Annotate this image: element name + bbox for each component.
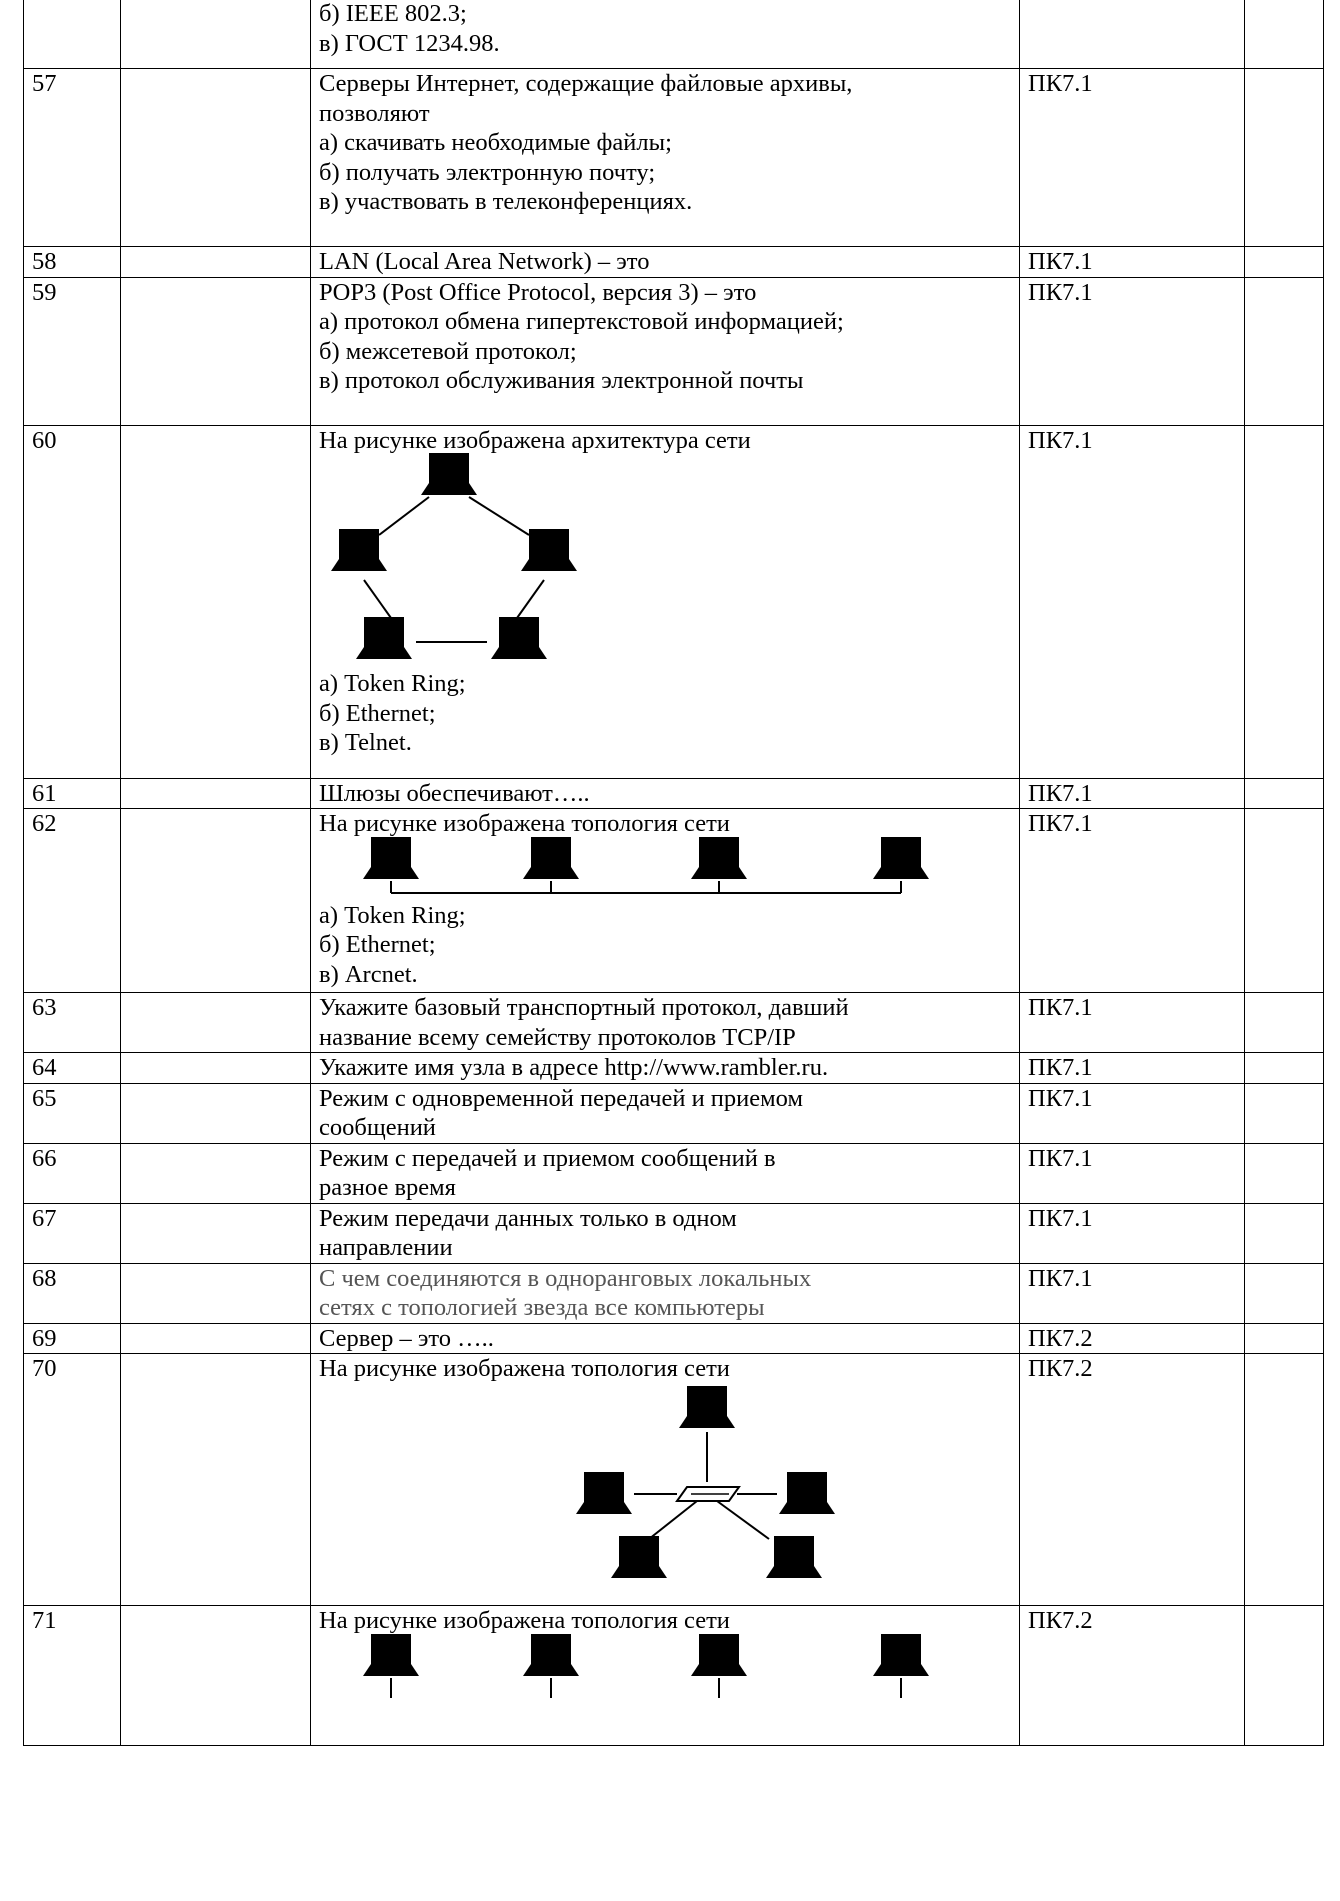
table-row	[24, 1143, 1324, 1203]
empty-cell	[1245, 993, 1324, 1053]
computer-icon	[873, 837, 929, 879]
computer-icon	[421, 453, 477, 495]
empty-cell	[121, 993, 311, 1053]
ring-network-diagram	[319, 455, 619, 669]
question-number	[24, 0, 121, 69]
competency-code: ПК7.1	[1020, 247, 1245, 278]
empty-cell	[121, 277, 311, 425]
question-text: Сервер – это …..	[311, 1323, 1020, 1354]
question-text: Укажите базовый транспортный протокол, давший название всему семейству протоколов TCP/IP	[311, 993, 1020, 1053]
question-text: Шлюзы обеспечивают…..	[311, 778, 1020, 809]
empty-cell	[1245, 1606, 1324, 1746]
question-number: 68	[24, 1263, 121, 1323]
computer-icon	[521, 529, 577, 571]
computer-icon	[779, 1472, 835, 1514]
empty-cell	[1245, 778, 1324, 809]
empty-cell	[1245, 1203, 1324, 1263]
competency-code: ПК7.1	[1020, 1083, 1245, 1143]
empty-cell	[121, 1263, 311, 1323]
empty-cell	[121, 809, 311, 993]
competency-code: ПК7.1	[1020, 277, 1245, 425]
competency-code: ПК7.1	[1020, 425, 1245, 778]
table-row	[24, 1263, 1324, 1323]
empty-cell	[121, 1143, 311, 1203]
empty-cell	[121, 1083, 311, 1143]
empty-cell	[1245, 1083, 1324, 1143]
question-number: 59	[24, 277, 121, 425]
computer-icon	[523, 837, 579, 879]
empty-cell	[1245, 247, 1324, 278]
computer-icon	[611, 1536, 667, 1578]
competency-code: ПК7.1	[1020, 1203, 1245, 1263]
question-number: 60	[24, 425, 121, 778]
competency-code: ПК7.1	[1020, 1053, 1245, 1084]
empty-cell	[1245, 1323, 1324, 1354]
competency-code: ПК7.1	[1020, 69, 1245, 247]
computer-icon	[363, 837, 419, 879]
question-text: б) IEEE 802.3; в) ГОСТ 1234.98.	[311, 0, 1020, 69]
table-row	[24, 993, 1324, 1053]
question-text: Режим передачи данных только в одном направлении	[311, 1203, 1020, 1263]
computer-icon	[491, 617, 547, 659]
table-row	[24, 277, 1324, 425]
question-text: На рисунке изображена топология сети а) Token Ring; б) Ethernet; в) Arcnet.	[311, 809, 1020, 993]
computer-icon	[331, 529, 387, 571]
computer-icon	[691, 1634, 747, 1676]
question-text: Серверы Интернет, содержащие файловые архивы, позволяют а) скачивать необходимые файлы; б) получать электронную почту; в) участвовать в телеконференциях.	[311, 69, 1020, 247]
table-row	[24, 1083, 1324, 1143]
question-number: 62	[24, 809, 121, 993]
question-text: POP3 (Post Office Protocol, версия 3) – это а) протокол обмена гипертекстовой информацией; б) межсетевой протокол; в) протокол обслуживания электронной почты	[311, 277, 1020, 425]
question-text: Режим с передачей и приемом сообщений в разное время	[311, 1143, 1020, 1203]
bus-network-diagram	[319, 839, 959, 901]
computer-icon	[873, 1634, 929, 1676]
question-number: 70	[24, 1354, 121, 1606]
competency-code: ПК7.2	[1020, 1323, 1245, 1354]
empty-cell	[1245, 1263, 1324, 1323]
question-text: На рисунке изображена топология сети	[311, 1354, 1020, 1606]
computer-icon	[691, 837, 747, 879]
empty-cell	[1245, 0, 1324, 69]
computer-icon	[576, 1472, 632, 1514]
questions-table	[23, 0, 1324, 1746]
empty-cell	[1245, 1143, 1324, 1203]
question-text: Укажите имя узла в адресе http://www.rambler.ru.	[311, 1053, 1020, 1084]
question-number: 58	[24, 247, 121, 278]
computer-icon	[356, 617, 412, 659]
table-row	[24, 1053, 1324, 1084]
empty-cell	[1245, 809, 1324, 993]
table-row	[24, 69, 1324, 247]
table-row	[24, 0, 1324, 69]
empty-cell	[121, 778, 311, 809]
empty-cell	[121, 247, 311, 278]
star-network-diagram	[319, 1384, 879, 1584]
table-row	[24, 809, 1324, 993]
computer-icon	[679, 1386, 735, 1428]
empty-cell	[121, 69, 311, 247]
question-text: LAN (Local Area Network) – это	[311, 247, 1020, 278]
table-row	[24, 425, 1324, 778]
computer-icon	[363, 1634, 419, 1676]
competency-code: ПК7.1	[1020, 1263, 1245, 1323]
empty-cell	[1245, 425, 1324, 778]
empty-cell	[1245, 1354, 1324, 1606]
question-text: Режим с одновременной передачей и приемом сообщений	[311, 1083, 1020, 1143]
competency-code: ПК7.1	[1020, 809, 1245, 993]
empty-cell	[121, 425, 311, 778]
question-text: С чем соединяются в одноранговых локальных сетях с топологией звезда все компьютеры	[311, 1263, 1020, 1323]
empty-cell	[121, 0, 311, 69]
empty-cell	[1245, 1053, 1324, 1084]
bus-network-diagram	[319, 1636, 959, 1698]
competency-code: ПК7.1	[1020, 778, 1245, 809]
question-number: 69	[24, 1323, 121, 1354]
computer-icon	[523, 1634, 579, 1676]
question-number: 57	[24, 69, 121, 247]
question-number: 67	[24, 1203, 121, 1263]
empty-cell	[121, 1203, 311, 1263]
table-row	[24, 1606, 1324, 1746]
empty-cell	[121, 1354, 311, 1606]
question-number: 63	[24, 993, 121, 1053]
empty-cell	[121, 1606, 311, 1746]
empty-cell	[1245, 277, 1324, 425]
table-row	[24, 1323, 1324, 1354]
competency-code: ПК7.2	[1020, 1354, 1245, 1606]
table-row	[24, 1354, 1324, 1606]
competency-code	[1020, 0, 1245, 69]
table-row	[24, 1203, 1324, 1263]
question-text: На рисунке изображена архитектура сети а) Token Ring; б) Ethernet; в) Telnet.	[311, 425, 1020, 778]
question-number: 71	[24, 1606, 121, 1746]
question-number: 61	[24, 778, 121, 809]
competency-code: ПК7.1	[1020, 993, 1245, 1053]
question-number: 64	[24, 1053, 121, 1084]
table-row	[24, 778, 1324, 809]
empty-cell	[1245, 69, 1324, 247]
question-number: 65	[24, 1083, 121, 1143]
competency-code: ПК7.1	[1020, 1143, 1245, 1203]
question-text: На рисунке изображена топология сети	[311, 1606, 1020, 1746]
hub-icon	[677, 1487, 739, 1501]
table-row	[24, 247, 1324, 278]
empty-cell	[121, 1323, 311, 1354]
competency-code: ПК7.2	[1020, 1606, 1245, 1746]
empty-cell	[121, 1053, 311, 1084]
computer-icon	[766, 1536, 822, 1578]
question-number: 66	[24, 1143, 121, 1203]
